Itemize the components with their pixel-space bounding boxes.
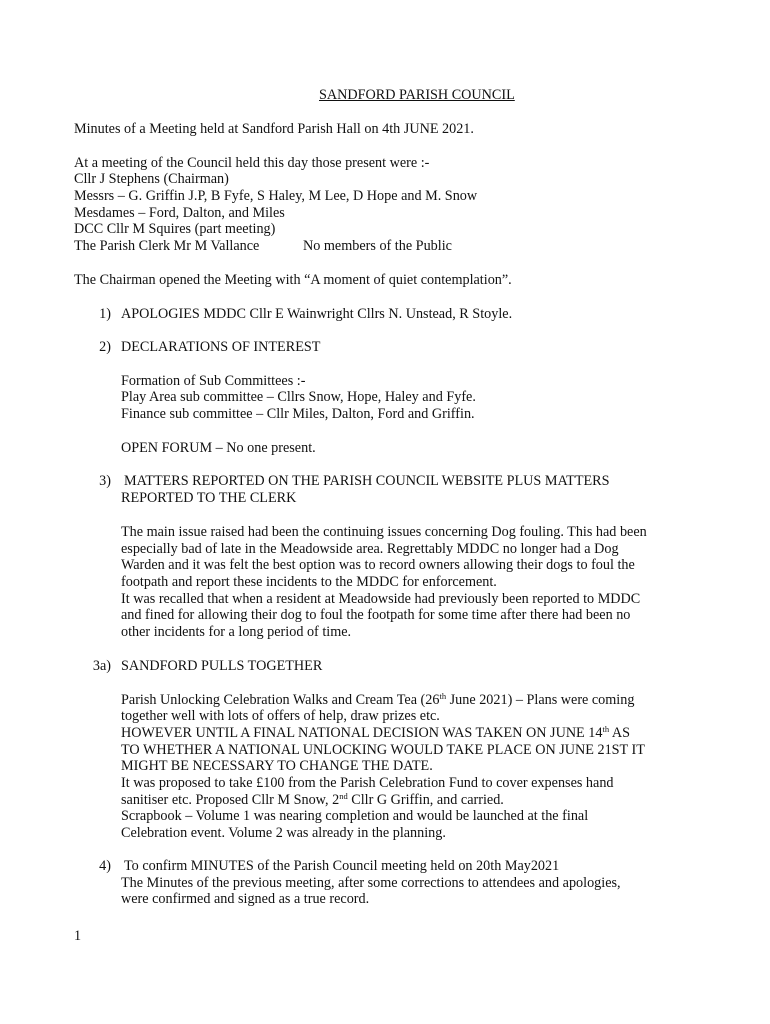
item-3a-line-1: Parish Unlocking Celebration Walks and Cream Tea (26th June 2021) – Plans were coming xyxy=(121,691,635,708)
attendance-heading: At a meeting of the Council held this day those present were :- xyxy=(74,155,430,171)
item-3a-line-9: Celebration event. Volume 2 was already in the planning. xyxy=(121,825,446,841)
attendance-clerk: The Parish Clerk Mr M Vallance xyxy=(74,238,260,254)
item-3a-line-7: sanitiser etc. Proposed Cllr M Snow, 2nd Cllr G Griffin, and carried. xyxy=(121,791,504,808)
page-number: 1 xyxy=(74,928,82,944)
item-3a-line-6: It was proposed to take £100 from the Parish Celebration Fund to cover expenses hand xyxy=(121,775,614,791)
item-3a-line-5: MIGHT BE NECESSARY TO CHANGE THE DATE. xyxy=(121,758,433,774)
item-3-paragraph-line: Warden and it was felt the best option was to record owners allowing their dogs to foul the xyxy=(121,557,635,573)
meeting-intro: Minutes of a Meeting held at Sandford Parish Hall on 4th JUNE 2021. xyxy=(74,121,474,137)
sub-committees-heading: Formation of Sub Committees :- xyxy=(121,373,306,389)
attendance-mesdames: Mesdames – Ford, Dalton, and Miles xyxy=(74,205,285,221)
item-3-paragraph-line: and fined for allowing their dog to foul the footpath for some time after there had been no xyxy=(121,607,631,623)
item-3-title-line-2: REPORTED TO THE CLERK xyxy=(121,490,297,506)
item-3-paragraph-line: footpath and report these incidents to the MDDC for enforcement. xyxy=(121,574,497,590)
open-forum: OPEN FORUM – No one present. xyxy=(121,440,316,456)
opening-statement: The Chairman opened the Meeting with “A moment of quiet contemplation”. xyxy=(74,272,512,288)
item-4-line-3: were confirmed and signed as a true record. xyxy=(121,891,370,907)
item-3-paragraph-line: The main issue raised had been the continuing issues concerning Dog fouling. This had been xyxy=(121,524,647,540)
play-area-committee: Play Area sub committee – Cllrs Snow, Hope, Haley and Fyfe. xyxy=(121,389,476,405)
attendance-chairman: Cllr J Stephens (Chairman) xyxy=(74,171,229,187)
document-title: SANDFORD PARISH COUNCIL xyxy=(319,87,515,103)
finance-committee: Finance sub committee – Cllr Miles, Dalton, Ford and Griffin. xyxy=(121,406,475,422)
item-3-paragraph-line: other incidents for a long period of time. xyxy=(121,624,352,640)
item-1-number: 1) xyxy=(99,306,111,322)
item-3-paragraph-line: It was recalled that when a resident at Meadowside had previously been reported to MDDC xyxy=(121,591,641,607)
item-3-paragraph-line: especially bad of late in the Meadowside area. Regrettably MDDC no longer had a Dog xyxy=(121,541,619,557)
item-3-number: 3) xyxy=(99,473,111,489)
item-3a-number: 3a) xyxy=(92,658,111,674)
item-3-title-line-1: MATTERS REPORTED ON THE PARISH COUNCIL WEBSITE PLUS MATTERS xyxy=(124,473,610,489)
item-3a-title: SANDFORD PULLS TOGETHER xyxy=(121,658,323,674)
item-2-number: 2) xyxy=(99,339,111,355)
item-4-line-2: The Minutes of the previous meeting, after some corrections to attendees and apologies, xyxy=(121,875,621,891)
item-3a-line-2: together well with lots of offers of help, draw prizes etc. xyxy=(121,708,440,724)
item-4-number: 4) xyxy=(99,858,111,874)
attendance-messrs: Messrs – G. Griffin J.P, B Fyfe, S Haley, M Lee, D Hope and M. Snow xyxy=(74,188,478,204)
item-3a-line-3: HOWEVER UNTIL A FINAL NATIONAL DECISION WAS TAKEN ON JUNE 14th AS xyxy=(121,724,630,741)
attendance-public: No members of the Public xyxy=(303,238,452,254)
attendance-dcc: DCC Cllr M Squires (part meeting) xyxy=(74,221,276,237)
item-2-title: DECLARATIONS OF INTEREST xyxy=(121,339,321,355)
item-1-apologies: APOLOGIES MDDC Cllr E Wainwright Cllrs N. Unstead, R Stoyle. xyxy=(121,306,513,322)
item-3a-line-8: Scrapbook – Volume 1 was nearing completion and would be launched at the final xyxy=(121,808,589,824)
item-4-title: To confirm MINUTES of the Parish Council meeting held on 20th May2021 xyxy=(124,858,560,874)
item-3a-line-4: TO WHETHER A NATIONAL UNLOCKING WOULD TAKE PLACE ON JUNE 21ST IT xyxy=(121,742,645,758)
